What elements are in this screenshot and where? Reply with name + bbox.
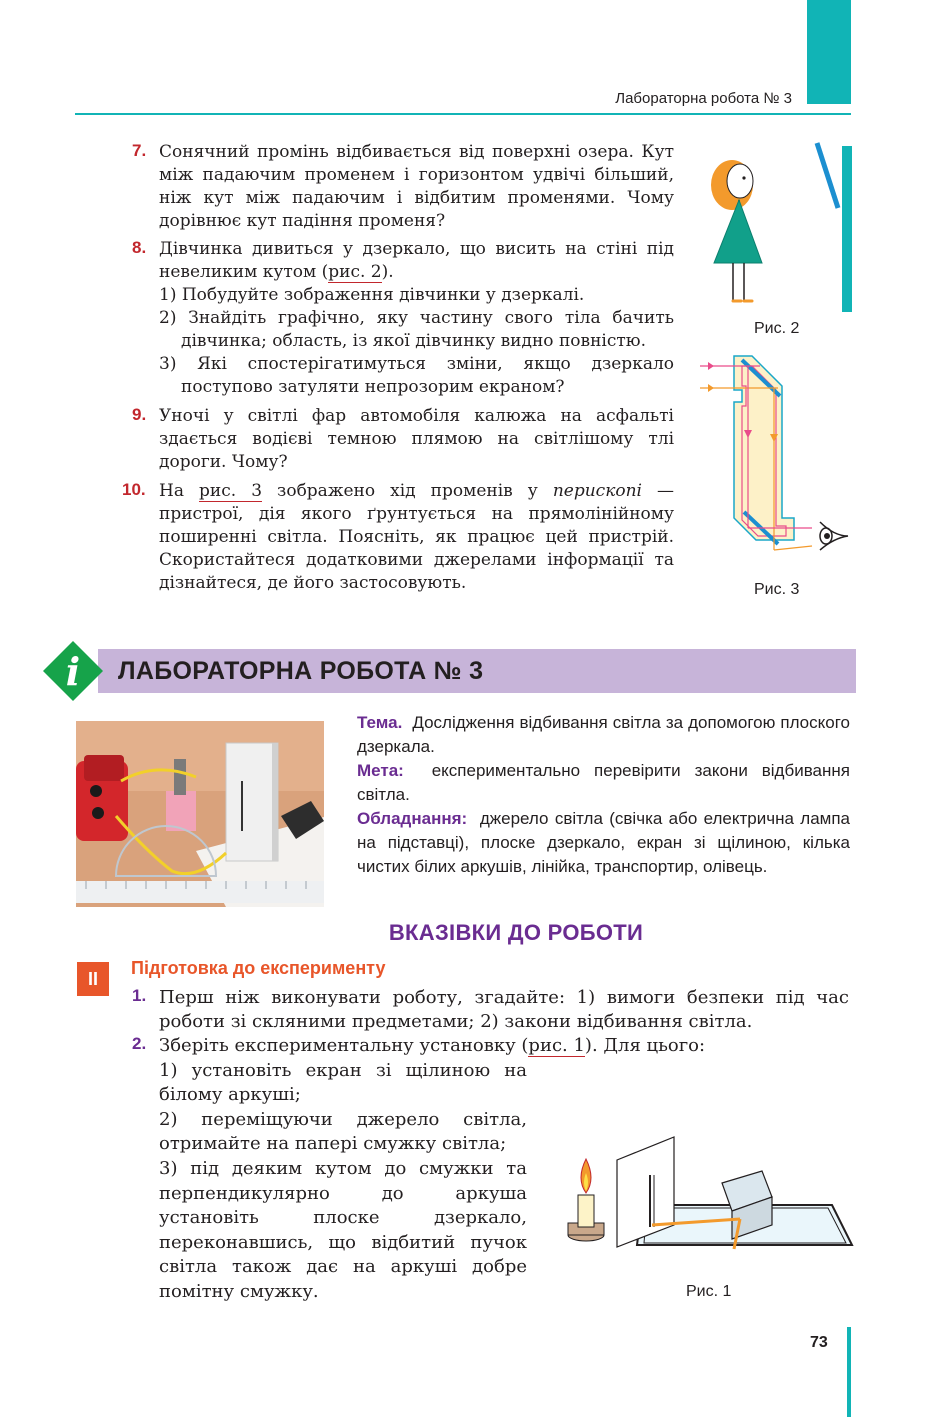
problem-10-text: На рис. 3 зображено хід променів у перископі — пристрої, дія якого ґрунтується на прямолінійному поширенні світла. Поясніть, як працює цей пристрій. Скористайтеся додатковими джерелами інформації та дізнайтеся, де його застосовують. (159, 481, 675, 593)
problem-9-number: 9. (132, 405, 147, 424)
step-1-number: 1. (132, 986, 147, 1005)
instructions-title: ВКАЗІВКИ ДО РОБОТИ (388, 920, 644, 945)
problem-8-number: 8. (132, 238, 147, 257)
problem-9-text: Уночі у світлі фар автомобіля калюжа на асфальті здається водієві темною плямою на світлішому тлі дороги. Чому? (159, 406, 674, 472)
preparation-subtitle: Підготовка до експерименту (131, 958, 386, 978)
problem-8-item-3: 3) Які спостерігатимуться зміни, якщо дзеркало поступово затуляти непрозорим екраном? (159, 354, 674, 397)
step-2-number: 2. (132, 1034, 147, 1053)
step-2-item-3: 3) під деяким кутом до смужки та перпендикулярно до аркуша установіть плоске дзеркало, переконавшись, що відбитий пучок світла також дає на аркуші добре помітну смужку. (159, 1158, 527, 1302)
step-1-text: Перш ніж виконувати роботу, згадайте: 1) вимоги безпеки під час роботи зі скляними предметами; 2) закони відбивання світла. (159, 987, 849, 1032)
problem-7-number: 7. (132, 141, 147, 160)
lab-title: ЛАБОРАТОРНА РОБОТА № 3 (118, 657, 484, 685)
lab-topic: Тема. Дослідження відбивання світла за допомогою плоского дзеркала. (357, 713, 851, 756)
girl-mirror-figure (700, 138, 850, 313)
header-rule (75, 113, 851, 115)
info-icon (43, 641, 103, 701)
fig3-reference[interactable]: рис. 3 (199, 481, 263, 501)
fig1-caption: Рис. 1 (686, 1283, 732, 1300)
girl-dress (714, 200, 762, 263)
lab-equipment: Обладнання: джерело світла (свічка або електрична лампа на підставці), плоске дзеркало, екран зі щілиною, кілька чистих білих аркушів, лінійка, транспортир, олівець. (357, 809, 851, 876)
problem-8-text: Дівчинка дивиться у дзеркало, що висить на стіні під невеликим кутом (рис. 2). (159, 239, 674, 282)
fig2-caption: Рис. 2 (754, 320, 800, 337)
fig3-caption: Рис. 3 (754, 581, 800, 598)
svg-text:i: i (65, 649, 81, 694)
teal-corner-tab (807, 0, 851, 104)
problem-10-number: 10. (122, 480, 146, 499)
experiment-setup-figure (562, 1135, 854, 1255)
fig1-reference[interactable]: рис. 1 (528, 1035, 585, 1056)
lab-setup-photo (76, 721, 324, 907)
girl-face (727, 164, 753, 198)
page-number: 73 (810, 1334, 828, 1351)
teal-footer-bar (847, 1327, 851, 1417)
problem-8-item-2: 2) Знайдіть графічно, яку частину свого тіла бачить дівчинка; область, із якої дівчинку видно повністю. (159, 308, 674, 351)
problem-8-item-1: 1) Побудуйте зображення дівчинки у дзеркалі. (159, 285, 585, 305)
mirror (817, 143, 838, 208)
fig2-reference[interactable]: рис. 2 (328, 262, 382, 282)
periscope-figure (700, 350, 860, 570)
lab-goal: Мета: експериментально перевірити закони відбивання світла. (357, 761, 850, 804)
eye-icon (820, 522, 848, 550)
problem-7-text: Сонячний промінь відбивається від поверхні озера. Кут між падаючим променем і горизонтом удвічі більший, ніж кут між падаючим і відбитим променями. Чому дорівнює кут падіння променя? (159, 142, 674, 231)
running-title: Лабораторна робота № 3 (615, 90, 792, 107)
step-2-item-1: 1) установіть екран зі щілиною на білому аркуші; (159, 1060, 527, 1106)
section-badge: II (77, 962, 109, 996)
step-2-item-2: 2) переміщуючи джерело світла, отримайте на папері смужку світла; (159, 1109, 527, 1155)
step-2-text: Зберіть експериментальну установку (рис. 1). Для цього: (159, 1035, 706, 1056)
